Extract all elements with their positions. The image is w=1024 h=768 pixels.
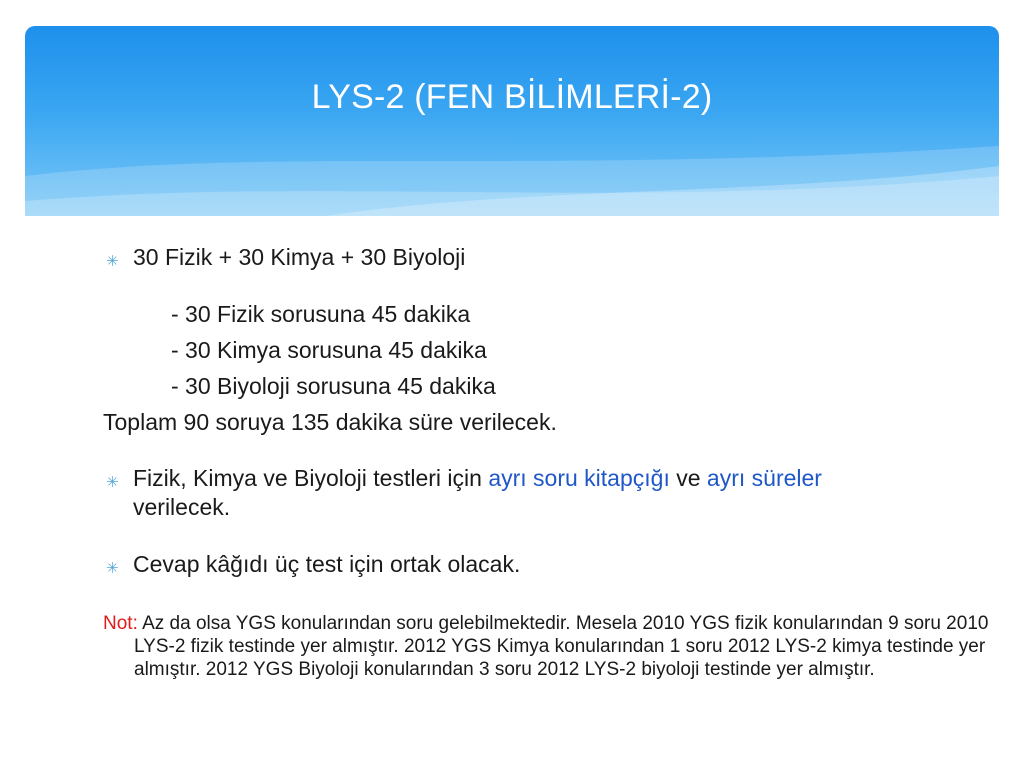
bullet2-continuation: verilecek.	[133, 494, 231, 520]
sub-item-fizik: - 30 Fizik sorusuna 45 dakika	[171, 301, 471, 327]
bullet-separate-booklets	[133, 464, 822, 492]
slide-title: LYS-2 (FEN BİLİMLERİ-2)	[311, 78, 713, 116]
total-time-line: Toplam 90 soruya 135 dakika süre verilecek.	[103, 409, 557, 435]
sub-item-kimya: - 30 Kimya sorusuna 45 dakika	[171, 337, 487, 363]
note-label: Not:	[103, 613, 138, 634]
bullet-subjects: 30 Fizik + 30 Kimya + 30 Biyoloji	[133, 244, 466, 270]
highlight-separate-booklet: ayrı soru kitapçığı	[488, 465, 670, 491]
bullet-icon: ✳	[106, 559, 119, 577]
bullet2-text-part1: Fizik, Kimya ve Biyoloji testleri için	[133, 465, 489, 491]
note-text: Az da olsa YGS konularından soru gelebilmektedir. Mesela 2010 YGS fizik konularından 9 soru 2010 LYS-2 fizik testinde yer almıştır. 2012 YGS Kimya konularından 1 soru 2012 LYS-2 kimya testinde yer almıştır. 2012 YGS Biyoloji konularından 3 soru 2012 LYS-2 biyoloji testinde yer almıştır.	[134, 613, 989, 680]
bullet-answer-sheet: Cevap kâğıdı üç test için ortak olacak.	[133, 551, 521, 577]
note-paragraph	[103, 612, 994, 681]
bullet2-text-part2: ve	[669, 465, 707, 491]
bullet-icon: ✳	[106, 252, 119, 270]
sub-item-biyoloji: - 30 Biyoloji sorusuna 45 dakika	[171, 373, 496, 399]
highlight-separate-times: ayrı süreler	[706, 465, 822, 491]
bullet-icon: ✳	[106, 473, 119, 491]
